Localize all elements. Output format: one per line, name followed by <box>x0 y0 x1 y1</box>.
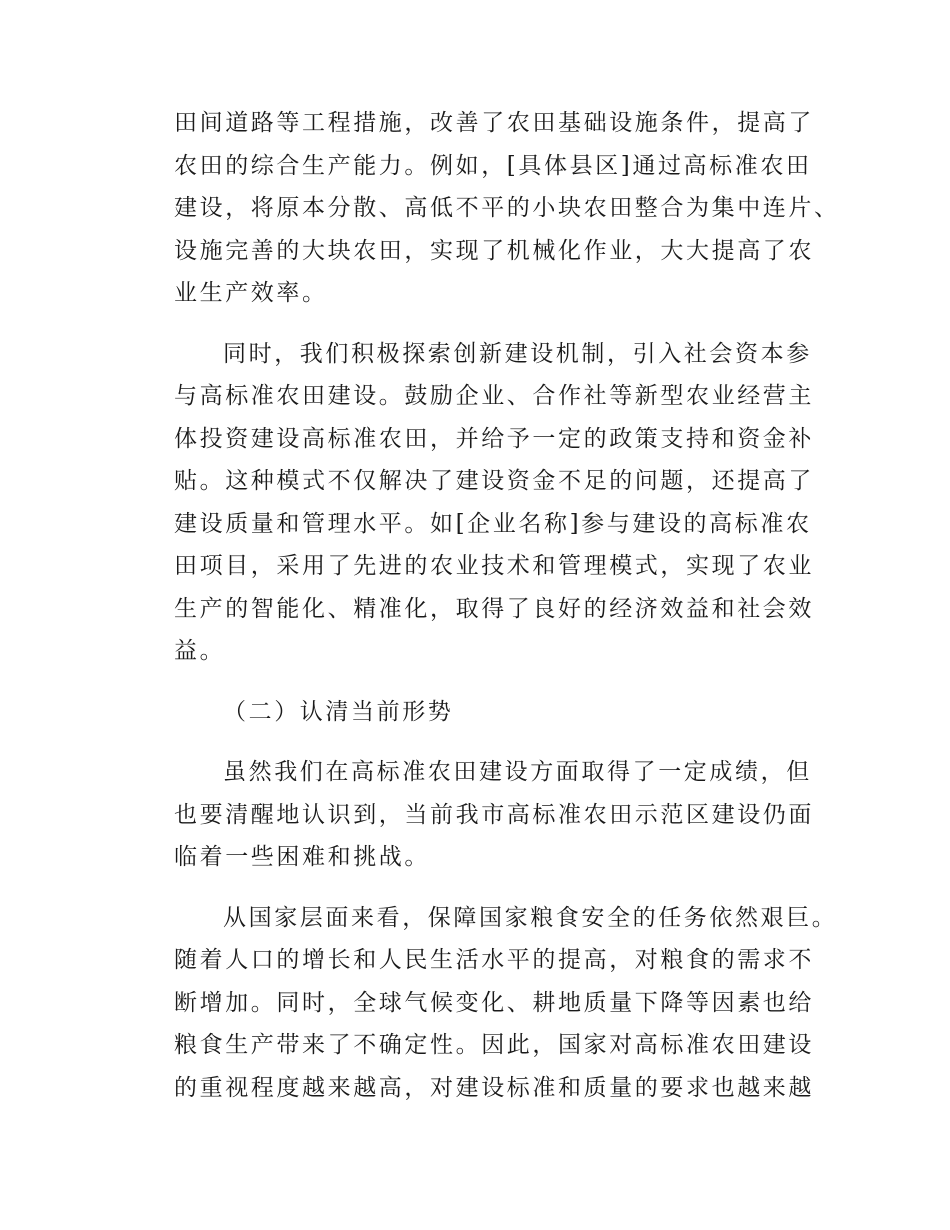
text-line: 益。 <box>174 638 226 664</box>
text-line: 的重视程度越来越高，对建设标准和质量的要求也越来越 <box>174 1074 814 1101</box>
paragraph-3 <box>174 751 814 879</box>
text-line: 田间道路等工程措施，改善了农田基础设施条件，提高了 <box>174 110 814 136</box>
text-line: 田项目，采用了先进的农业技术和管理模式，实现了农业 <box>174 553 814 579</box>
section-heading-text: （二）认清当前形势 <box>223 698 454 725</box>
text-line: 业生产效率。 <box>174 280 328 306</box>
document-body <box>174 102 840 1127</box>
text-line: 断增加。同时，全球气候变化、耕地质量下降等因素也给 <box>174 989 814 1016</box>
text-line: 临着一些困难和挑战。 <box>174 844 430 870</box>
text-line: 建设质量和管理水平。如[企业名称]参与建设的高标准农 <box>174 510 812 537</box>
text-line: 同时，我们积极探索创新建设机制，引入社会资本参 <box>223 340 812 367</box>
text-line: 设施完善的大块农田，实现了机械化作业，大大提高了农 <box>174 237 814 264</box>
paragraph-2 <box>174 333 814 673</box>
text-line: 体投资建设高标准农田，并给予一定的政策支持和资金补 <box>174 425 814 452</box>
text-line: 贴。这种模式不仅解决了建设资金不足的问题，还提高了 <box>174 468 814 494</box>
text-line: 生产的智能化、精准化，取得了良好的经济效益和社会效 <box>174 595 814 622</box>
text-line: 随着人口的增长和人民生活水平的提高，对粮食的需求不 <box>174 947 814 973</box>
paragraph-1 <box>174 102 840 315</box>
text-line: 农田的综合生产能力。例如，[具体县区]通过高标准农田 <box>174 152 812 179</box>
text-line: 建设，将原本分散、高低不平的小块农田整合为集中连片、 <box>174 195 840 221</box>
text-line: 与高标准农田建设。鼓励企业、合作社等新型农业经营主 <box>174 383 814 409</box>
text-line: 也要清醒地认识到，当前我市高标准农田示范区建设仍面 <box>174 801 814 828</box>
section-heading <box>174 691 804 734</box>
paragraph-4 <box>174 897 838 1110</box>
text-line: 从国家层面来看，保障国家粮食安全的任务依然艰巨。 <box>223 904 838 931</box>
text-line: 虽然我们在高标准农田建设方面取得了一定成绩，但 <box>223 759 812 785</box>
text-line: 粮食生产带来了不确定性。因此，国家对高标准农田建设 <box>174 1032 814 1058</box>
